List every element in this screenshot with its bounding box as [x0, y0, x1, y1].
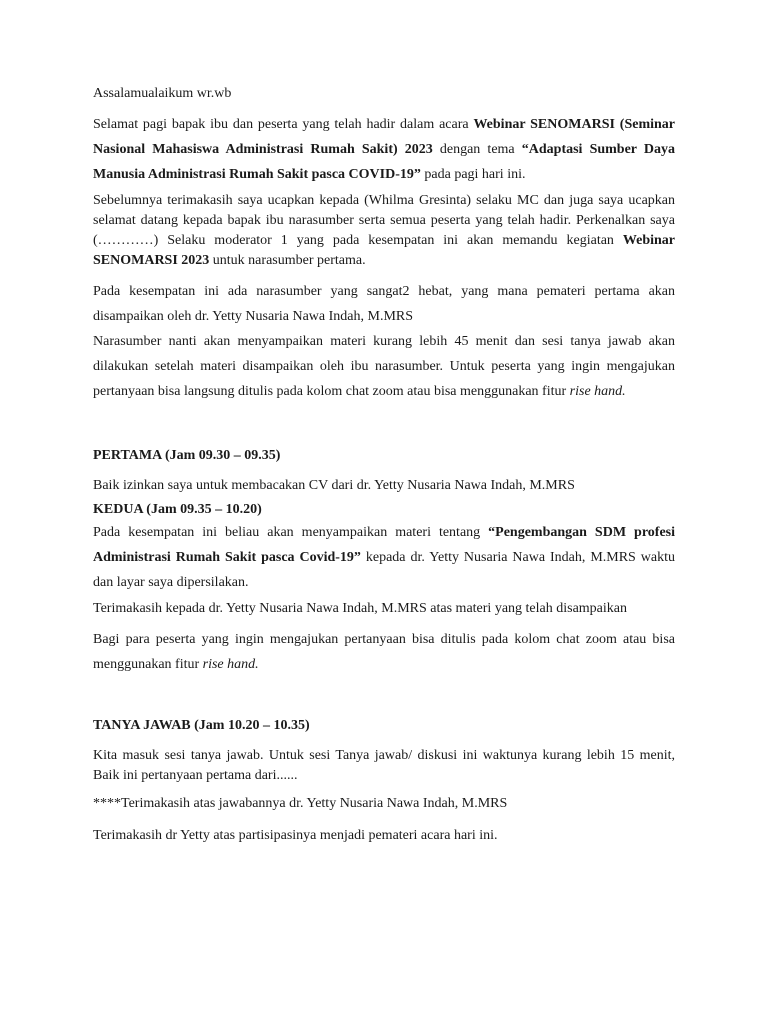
section-pertama-heading: PERTAMA (Jam 09.30 – 09.35) [93, 448, 281, 463]
opening-text-1: Selamat pagi bapak ibu dan peserta yang telah hadir dalam acara [93, 117, 474, 132]
section-tanya-jawab-text: Kita masuk sesi tanya jawab. Untuk sesi Tanya jawab/ diskusi ini waktunya kurang lebih 15 menit, Baik ini pertanyaan pertama dari...... [93, 748, 675, 783]
intro-event-name: Webinar SENOMARSI 2023 [93, 233, 675, 268]
section-kedua-thanks: Terimakasih kepada dr. Yetty Nusaria Nawa Indah, M.MRS atas materi yang telah disampaikan [93, 601, 627, 616]
section-kedua-heading: KEDUA (Jam 09.35 – 10.20) [93, 502, 262, 517]
rules-paragraph [93, 329, 675, 404]
speaker-intro-paragraph: Pada kesempatan ini ada narasumber yang sangat2 hebat, yang mana pemateri pertama akan disampaikan oleh dr. Yetty Nusaria Nawa Indah, M.MRS [93, 284, 675, 324]
intro-paragraph [93, 191, 675, 271]
opening-event-name: Webinar SENOMARSI (Seminar Nasional Mahasiswa Administrasi Rumah Sakit) 2023 [93, 117, 675, 157]
opening-theme: “Adaptasi Sumber Daya Manusia Administrasi Rumah Sakit pasca COVID-19” [93, 142, 675, 182]
section-kedua-text-2: kepada dr. Yetty Nusaria Nawa Indah, M.MRS waktu dan layar saya dipersilakan. [93, 550, 676, 590]
section-kedua-questions [93, 627, 675, 677]
section-tanya-jawab-closing: Terimakasih dr Yetty atas partisipasinya menjadi pemateri acara hari ini. [93, 828, 498, 843]
opening-text-3: pada pagi hari ini. [420, 167, 526, 182]
section-kedua-rise-hand: rise hand. [202, 657, 259, 672]
section-kedua-topic: “Pengembangan SDM profesi Administrasi Rumah Sakit pasca Covid-19” [93, 525, 676, 565]
rules-text: Narasumber nanti akan menyampaikan materi kurang lebih 45 menit dan sesi tanya jawab akan dilakukan setelah materi disampaikan oleh ibu narasumber. Untuk peserta yang ingin mengajukan pertanyaan bisa langsung ditulis pada kolom chat zoom atau bisa menggunakan fitur [93, 334, 675, 399]
intro-text-1: Sebelumnya terimakasih saya ucapkan kepada (Whilma Gresinta) selaku MC dan juga saya ucapkan selamat datang kepada bapak ibu narasumber serta semua peserta yang telah hadir. Perkenalkan saya (…………) Selaku moderator 1 yang pada kesempatan ini akan memandu kegiatan [93, 193, 675, 248]
section-tanya-jawab-heading: TANYA JAWAB (Jam 10.20 – 10.35) [93, 718, 310, 733]
section-kedua-text-1: Pada kesempatan ini beliau akan menyampaikan materi tentang [93, 525, 489, 540]
section-tanya-jawab-answer: ****Terimakasih atas jawabannya dr. Yetty Nusaria Nawa Indah, M.MRS [93, 796, 508, 811]
opening-paragraph [93, 112, 675, 187]
section-kedua-paragraph [93, 520, 675, 595]
document-page [93, 84, 675, 846]
section-kedua-questions-text: Bagi para peserta yang ingin mengajukan pertanyaan bisa ditulis pada kolom chat zoom atau bisa menggunakan fitur [93, 632, 675, 672]
section-pertama-text: Baik izinkan saya untuk membacakan CV dari dr. Yetty Nusaria Nawa Indah, M.MRS [93, 478, 575, 493]
intro-text-2: untuk narasumber pertama. [209, 253, 366, 268]
greeting: Assalamualaikum wr.wb [93, 86, 232, 101]
rules-rise-hand: rise hand. [569, 384, 626, 399]
opening-text-2: dengan tema [432, 142, 522, 157]
